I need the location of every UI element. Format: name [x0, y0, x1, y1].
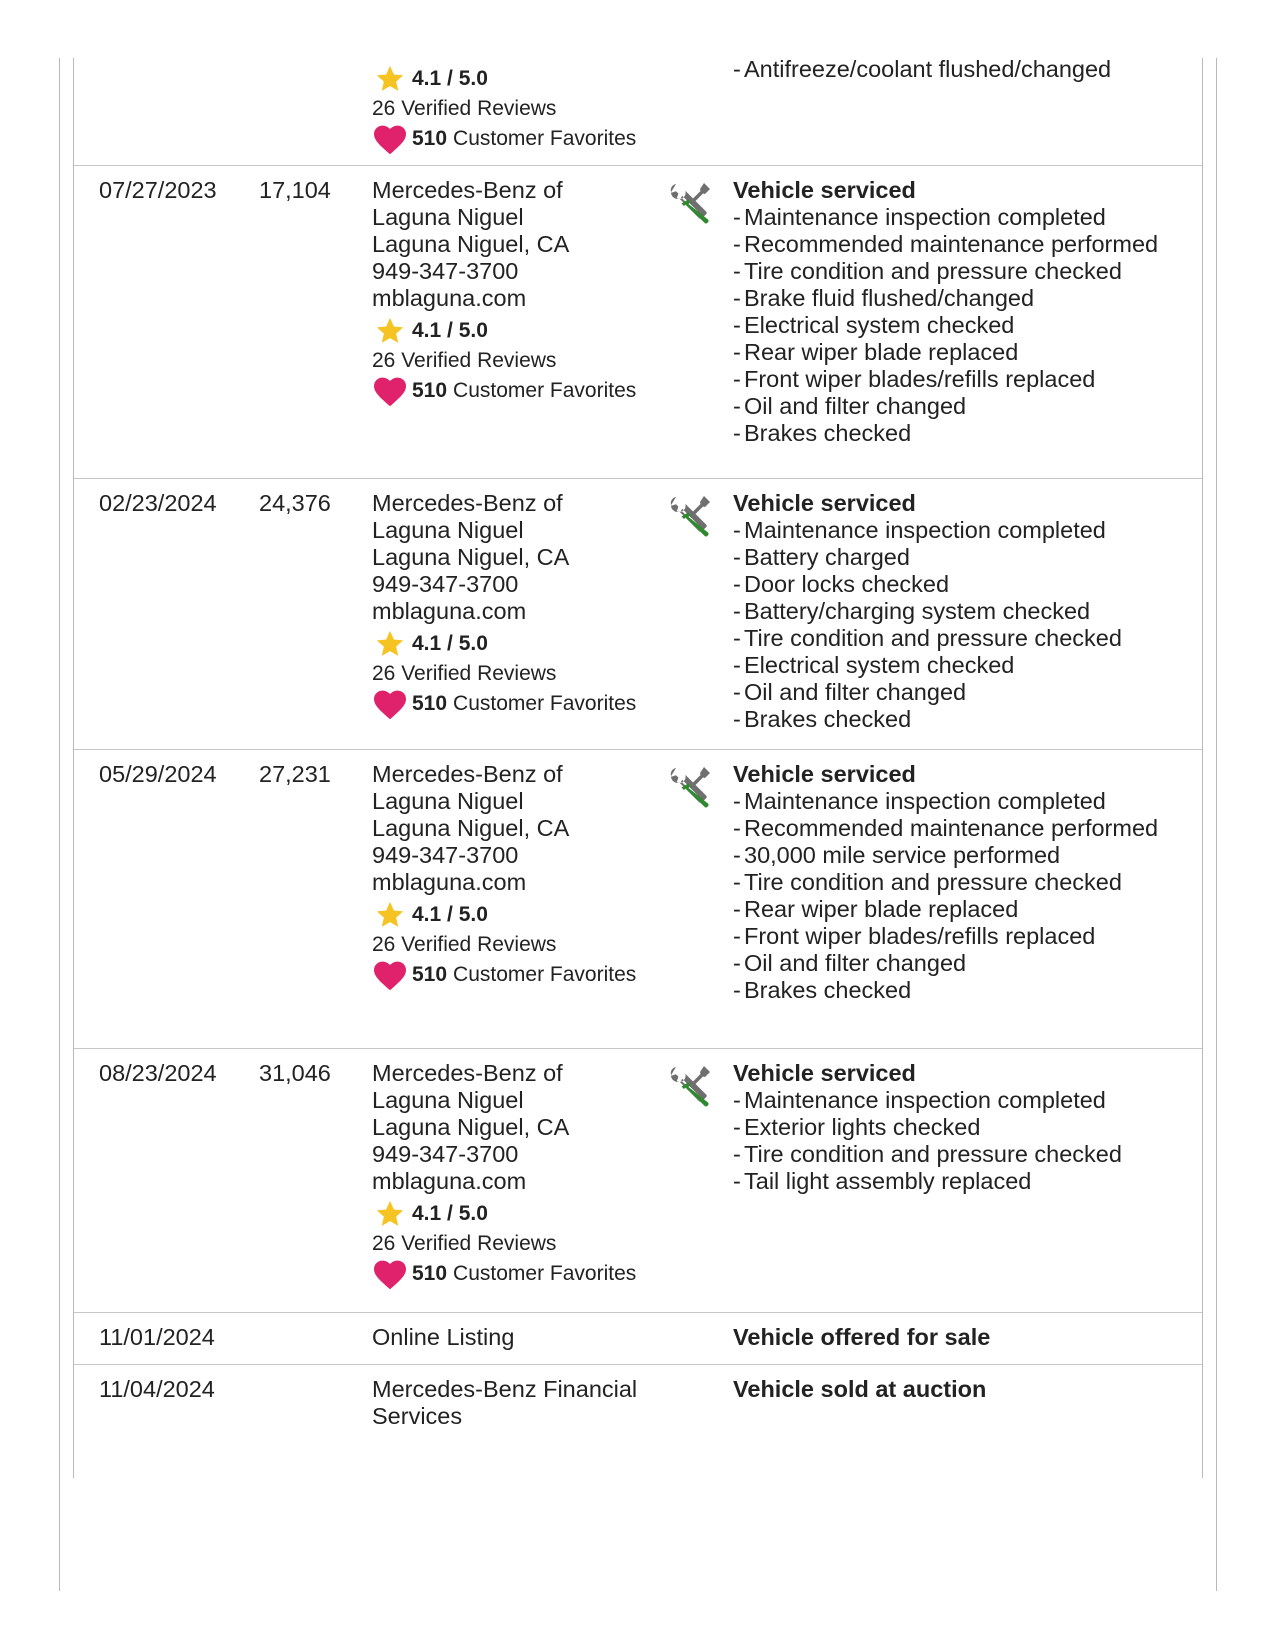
date-cell: 11/04/2024	[99, 1376, 215, 1402]
rating-score: 4.1 / 5.0	[412, 319, 488, 342]
source-location: Laguna Niguel, CA	[372, 1114, 570, 1140]
source-cell	[372, 490, 672, 720]
date-cell: 05/29/2024	[99, 761, 217, 787]
rating-score: 4.1 / 5.0	[412, 632, 488, 655]
details-cell	[733, 1060, 1173, 1195]
rating-score: 4.1 / 5.0	[412, 1202, 488, 1225]
rating-line	[372, 62, 672, 95]
details-cell	[733, 1324, 1173, 1351]
heart-icon	[372, 688, 408, 720]
rating-score: 4.1 / 5.0	[412, 67, 488, 90]
source-name-line: Services	[372, 1403, 463, 1429]
detail-item: - Recommended maintenance performed	[733, 231, 1159, 257]
favorites-line	[372, 1257, 672, 1290]
star-icon	[372, 316, 408, 346]
heart-icon	[372, 1258, 408, 1290]
source-location: Laguna Niguel, CA	[372, 815, 570, 841]
details-cell	[733, 56, 1173, 83]
rating-line	[372, 314, 672, 347]
source-cell	[372, 60, 672, 155]
odometer-cell: 27,231	[259, 761, 331, 787]
star-icon	[372, 900, 408, 930]
detail-item: - Oil and filter changed	[733, 679, 967, 705]
detail-item: - Maintenance inspection completed	[733, 517, 1106, 543]
detail-title: Vehicle serviced	[733, 490, 916, 516]
wrench-screwdriver-icon	[669, 1064, 713, 1108]
favorites-label: Customer Favorites	[453, 127, 637, 150]
detail-item: - Electrical system checked	[733, 312, 1015, 338]
favorites-count: 510	[412, 1262, 448, 1285]
source-name-line: Mercedes-Benz of	[372, 177, 563, 203]
details-cell	[733, 1376, 1173, 1403]
source-location: Laguna Niguel, CA	[372, 544, 570, 570]
source-phone[interactable]: 949-347-3700	[372, 571, 519, 597]
rating-line	[372, 898, 672, 931]
detail-item: - Recommended maintenance performed	[733, 815, 1159, 841]
detail-item: - Maintenance inspection completed	[733, 1087, 1106, 1113]
verified-reviews[interactable]: 26 Verified Reviews	[372, 97, 557, 120]
verified-reviews[interactable]: 26 Verified Reviews	[372, 349, 557, 372]
detail-item: - Antifreeze/coolant flushed/changed	[733, 56, 1112, 82]
star-icon	[372, 1199, 408, 1229]
detail-item: - Battery/charging system checked	[733, 598, 1091, 624]
detail-item: - Electrical system checked	[733, 652, 1015, 678]
star-icon	[372, 629, 408, 659]
source-name-line: Laguna Niguel	[372, 517, 524, 543]
detail-item: - Oil and filter changed	[733, 950, 967, 976]
favorites-count: 510	[412, 379, 448, 402]
wrench-screwdriver-icon	[669, 494, 713, 538]
detail-title: Vehicle serviced	[733, 1060, 916, 1086]
detail-title: Vehicle serviced	[733, 177, 916, 203]
detail-item: - 30,000 mile service performed	[733, 842, 1061, 868]
detail-item: - Tire condition and pressure checked	[733, 1141, 1122, 1167]
verified-reviews[interactable]: 26 Verified Reviews	[372, 1232, 557, 1255]
details-cell	[733, 177, 1173, 447]
heart-icon	[372, 375, 408, 407]
source-cell	[372, 1376, 672, 1430]
rating-line	[372, 1197, 672, 1230]
table-row	[74, 1048, 1202, 1313]
table-row	[74, 165, 1202, 479]
source-website-link[interactable]: mblaguna.com	[372, 598, 527, 624]
verified-reviews[interactable]: 26 Verified Reviews	[372, 662, 557, 685]
source-phone[interactable]: 949-347-3700	[372, 258, 519, 284]
source-cell	[372, 1324, 672, 1351]
detail-title: Vehicle sold at auction	[733, 1376, 987, 1402]
favorites-label: Customer Favorites	[453, 963, 637, 986]
source-location: Laguna Niguel, CA	[372, 231, 570, 257]
source-phone[interactable]: 949-347-3700	[372, 842, 519, 868]
source-cell	[372, 1060, 672, 1290]
table-row	[74, 749, 1202, 1049]
source-name-line: Mercedes-Benz of	[372, 761, 563, 787]
source-name-line: Mercedes-Benz of	[372, 1060, 563, 1086]
odometer-cell: 17,104	[259, 177, 331, 203]
source-cell	[372, 761, 672, 991]
detail-item: - Maintenance inspection completed	[733, 788, 1106, 814]
favorites-line	[372, 687, 672, 720]
favorites-label: Customer Favorites	[453, 1262, 637, 1285]
favorites-label: Customer Favorites	[453, 692, 637, 715]
wrench-screwdriver-icon	[669, 181, 713, 225]
detail-item: - Tire condition and pressure checked	[733, 258, 1122, 284]
detail-item: - Brakes checked	[733, 420, 912, 446]
heart-icon	[372, 959, 408, 991]
star-icon	[372, 64, 408, 94]
detail-item: - Front wiper blades/refills replaced	[733, 366, 1096, 392]
detail-item: - Tire condition and pressure checked	[733, 869, 1122, 895]
source-name-line: Mercedes-Benz of	[372, 490, 563, 516]
source-website-link[interactable]: mblaguna.com	[372, 869, 527, 895]
page-left-rule	[59, 58, 60, 1591]
odometer-cell: 31,046	[259, 1060, 331, 1086]
favorites-label: Customer Favorites	[453, 379, 637, 402]
details-cell	[733, 490, 1173, 733]
date-cell: 11/01/2024	[99, 1324, 215, 1350]
detail-item: - Brakes checked	[733, 706, 912, 732]
source-phone[interactable]: 949-347-3700	[372, 1141, 519, 1167]
source-website-link[interactable]: mblaguna.com	[372, 1168, 527, 1194]
source-website-link[interactable]: mblaguna.com	[372, 285, 527, 311]
detail-item: - Tail light assembly replaced	[733, 1168, 1032, 1194]
favorites-count: 510	[412, 692, 448, 715]
favorites-count: 510	[412, 127, 448, 150]
date-cell: 08/23/2024	[99, 1060, 217, 1086]
detail-item: - Battery charged	[733, 544, 910, 570]
table-row	[74, 1364, 1202, 1478]
page-right-rule	[1216, 58, 1217, 1591]
source-name-line: Online Listing	[372, 1324, 515, 1350]
source-name-line: Laguna Niguel	[372, 204, 524, 230]
detail-item: - Tire condition and pressure checked	[733, 625, 1122, 651]
detail-item: - Front wiper blades/refills replaced	[733, 923, 1096, 949]
detail-item: - Brake fluid flushed/changed	[733, 285, 1035, 311]
odometer-cell: 24,376	[259, 490, 331, 516]
source-name-line: Laguna Niguel	[372, 1087, 524, 1113]
service-history-table	[73, 58, 1203, 1478]
detail-item: - Door locks checked	[733, 571, 950, 597]
detail-item: - Maintenance inspection completed	[733, 204, 1106, 230]
detail-item: - Rear wiper blade replaced	[733, 896, 1019, 922]
table-row	[74, 58, 1202, 166]
detail-item: - Exterior lights checked	[733, 1114, 981, 1140]
favorites-line	[372, 374, 672, 407]
wrench-screwdriver-icon	[669, 765, 713, 809]
details-cell	[733, 761, 1173, 1004]
detail-item: - Brakes checked	[733, 977, 912, 1003]
detail-item: - Oil and filter changed	[733, 393, 967, 419]
source-name-line: Mercedes-Benz Financial	[372, 1376, 638, 1402]
verified-reviews[interactable]: 26 Verified Reviews	[372, 933, 557, 956]
detail-title: Vehicle offered for sale	[733, 1324, 991, 1350]
table-row	[74, 1312, 1202, 1365]
detail-title: Vehicle serviced	[733, 761, 916, 787]
date-cell: 07/27/2023	[99, 177, 217, 203]
rating-line	[372, 627, 672, 660]
favorites-line	[372, 958, 672, 991]
detail-item: - Rear wiper blade replaced	[733, 339, 1019, 365]
favorites-line	[372, 122, 672, 155]
date-cell: 02/23/2024	[99, 490, 217, 516]
source-cell	[372, 177, 672, 407]
source-name-line: Laguna Niguel	[372, 788, 524, 814]
table-row	[74, 478, 1202, 750]
favorites-count: 510	[412, 963, 448, 986]
rating-score: 4.1 / 5.0	[412, 903, 488, 926]
heart-icon	[372, 123, 408, 155]
